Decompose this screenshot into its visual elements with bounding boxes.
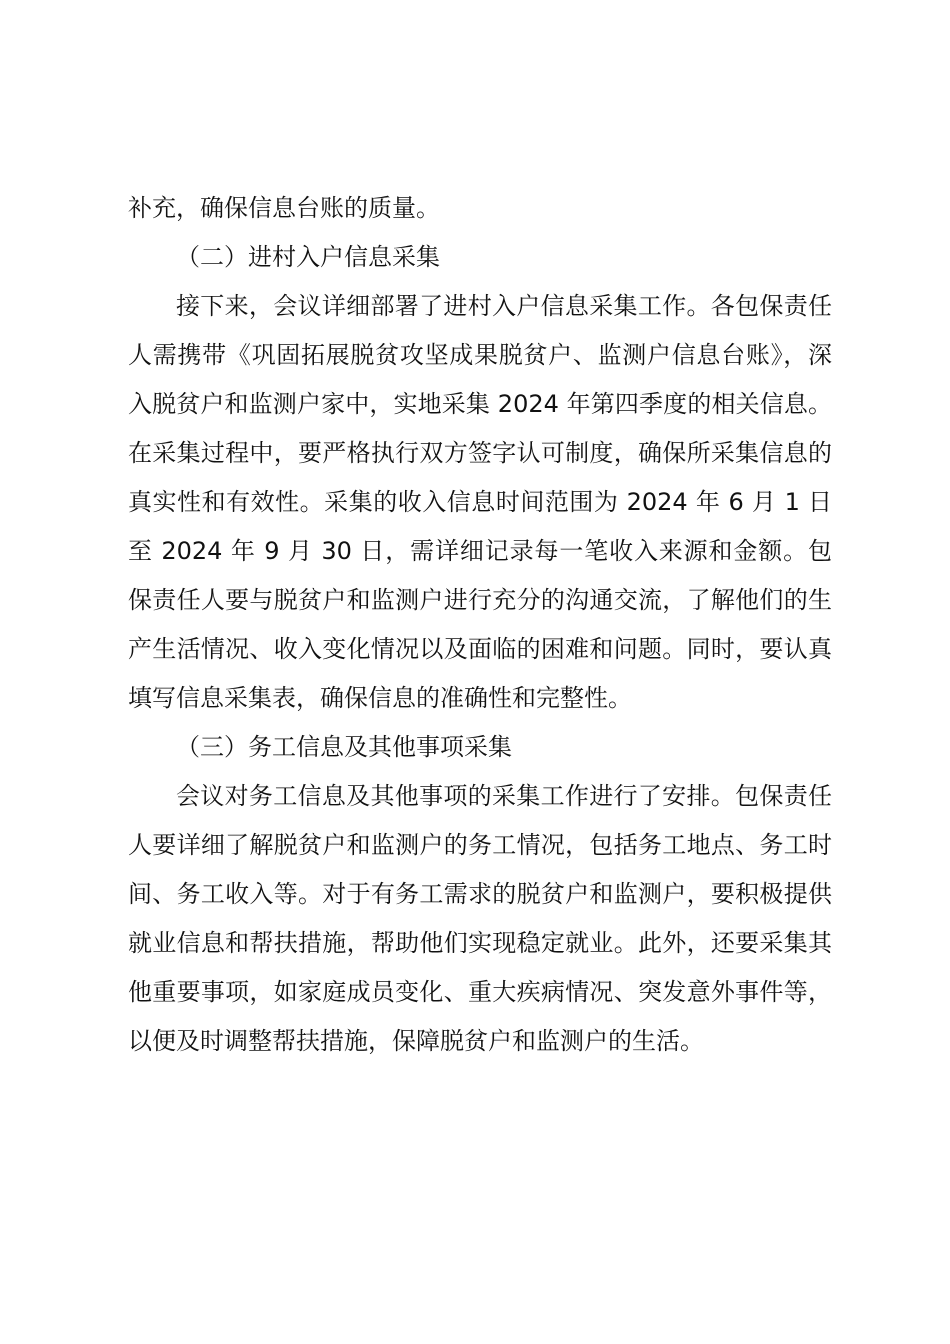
paragraph-work-info: 会议对务工信息及其他事项的采集工作进行了安排。包保责任人要详细了解脱贫户和监测户的务工情况，包括务工地点、务工时间、务工收入等。对于有务工需求的脱贫户和监测户，要积极提供就业信息和帮扶措施，帮助他们实现稳定就业。此外，还要采集其他重要事项，如家庭成员变化、重大疾病情况、突发意外事件等，以便及时调整帮扶措施，保障脱贫户和监测户的生活。 [128,782,832,1055]
section-heading-2: （二）进村入户信息采集 [176,243,440,271]
section-heading-3: （三）务工信息及其他事项采集 [176,733,512,761]
paragraph-info-collection: 接下来，会议详细部署了进村入户信息采集工作。各包保责任人需携带《巩固拓展脱贫攻坚成果脱贫户、监测户信息台账》，深入脱贫户和监测户家中，实地采集 2024 年第四季度的相关信息。在采集过程中，要严格执行双方签字认可制度，确保所采集信息的真实性和有效性。采集的收入信息时间范围为 2024 年 6 月 1 日至 2024 年 9 月 30 日，需详细记录每一笔收入来源和金额。包保责任人要与脱贫户和监测户进行充分的沟通交流，了解他们的生产生活情况、收入变化情况以及面临的困难和问题。同时，要认真填写信息采集表，确保信息的准确性和完整性。 [128,292,832,712]
paragraph-continuation: 补充，确保信息台账的质量。 [128,194,440,222]
document-body [128,184,832,1066]
